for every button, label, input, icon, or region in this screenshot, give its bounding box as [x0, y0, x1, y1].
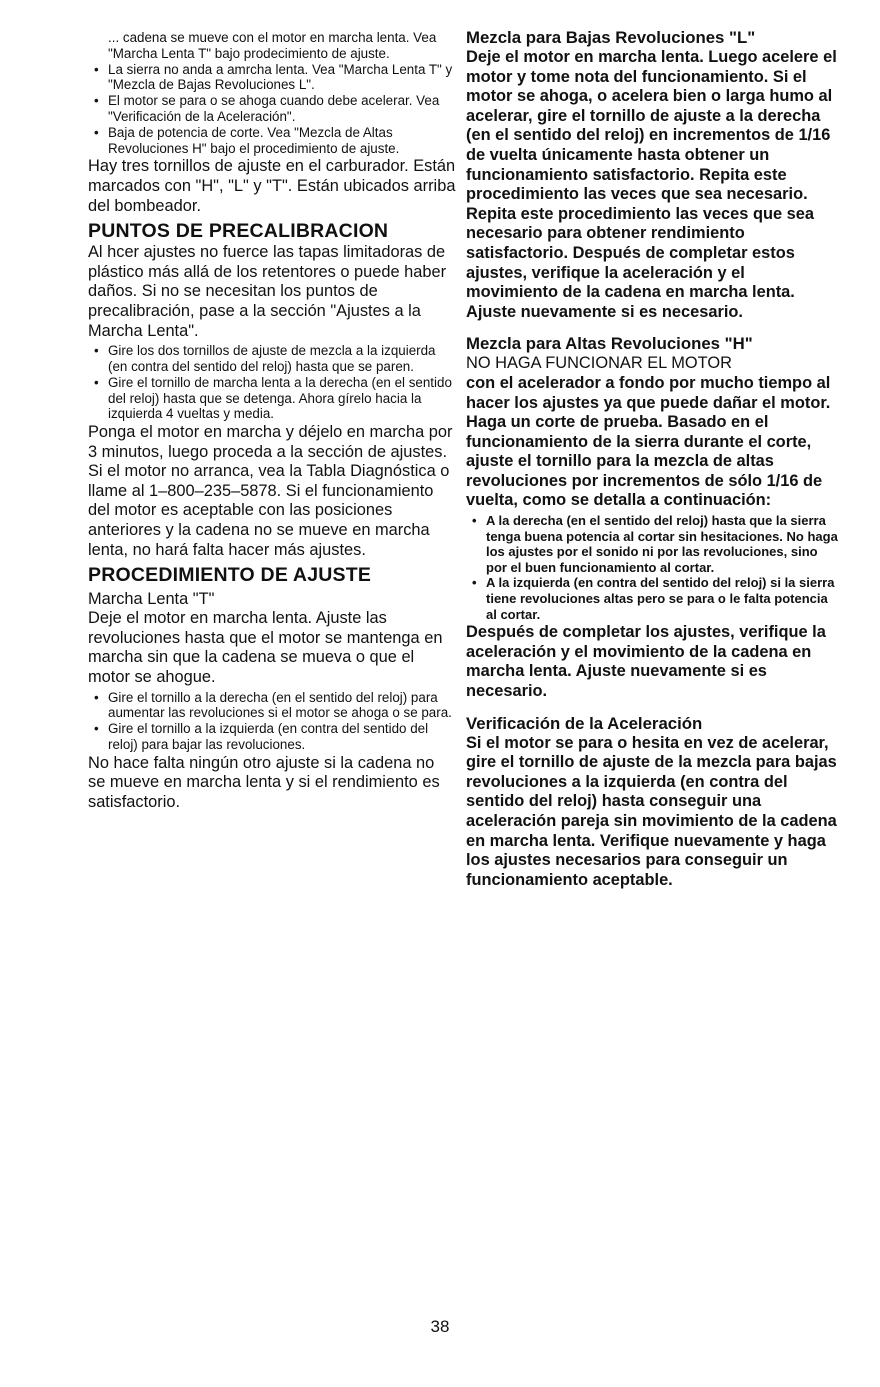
idle-paragraph: Deje el motor en marcha lenta. Ajuste las revoluciones hasta que el motor se mantenga en marcha sin que la cadena se mueva o que el motor se ahogue.: [88, 609, 443, 687]
right-column: [466, 28, 838, 890]
list-item-text: A la derecha (en el sentido del reloj) hasta que la sierra tenga buena potencia al cortar sin hesitaciones. No haga los ajustes por el sonido ni por las revoluciones, sino por el buen funcionamiento al cortar.: [486, 513, 838, 575]
list-item: [466, 513, 838, 575]
list-item-text: ... cadena se mueve con el motor en marcha lenta. Vea "Marcha Lenta T" bajo prodecimiento de ajuste.: [108, 30, 437, 61]
list-item-text: El motor se para o se ahoga cuando debe acelerar. Vea "Verificación de la Aceleración".: [108, 93, 440, 124]
precalibration-bullet-list: [88, 343, 456, 422]
bullet-icon: •: [94, 343, 99, 359]
list-item: [88, 690, 456, 722]
list-item: [88, 62, 456, 94]
high-mixture-bullet-list: [466, 513, 838, 622]
list-item: [466, 575, 838, 622]
idle-heading: Marcha Lenta "T": [88, 590, 215, 609]
bullet-icon: •: [94, 124, 99, 140]
left-column: [88, 28, 456, 813]
list-item-text: Baja de potencia de corte. Vea "Mezcla de Altas Revoluciones H" bajo el procedimiento de ajuste.: [108, 124, 400, 156]
idle-end-paragraph: No hace falta ningún otro ajuste si la cadena no se mueve en marcha lenta y si el rendimiento es satisfactorio.: [88, 753, 440, 812]
acceleration-paragraph: Si el motor se para o hesita en vez de acelerar, gire el tornillo de ajuste de la mezcla para bajas revoluciones a la izquierda (en contra del sentido del reloj) hasta conseguir una aceleración pareja sin movimiento de la cadena en marcha lenta. Verifique nuevamente y haga los ajustes necesarios para conseguir un funcionamiento aceptable.: [466, 733, 837, 889]
list-item: [88, 125, 456, 157]
low-mixture-heading: Mezcla para Bajas Revoluciones "L": [466, 28, 756, 47]
high-mixture-end-paragraph: Después de completar los ajustes, verifique la aceleración y el movimiento de la cadena en marcha lenta. Ajuste nuevamente si es necesario.: [466, 623, 826, 700]
acceleration-heading: Verificación de la Aceleración: [466, 713, 703, 733]
list-item: [88, 30, 456, 62]
bullet-icon: •: [94, 721, 99, 737]
high-mixture-paragraph: con el acelerador a fondo por mucho tiempo al hacer los ajustes ya que puede dañar el motor. Haga un corte de prueba. Basado en el funcionamiento de la sierra durante el corte, ajuste el tornillo para la mezcla de altas revoluciones por incrementos de sólo 1/16 de vuelta, como se detalla a continuación:: [466, 373, 831, 510]
screws-paragraph: Hay tres tornillos de ajuste en el carburador. Están marcados con "H", "L" y "T". Están ubicados arriba del bombeador.: [88, 157, 456, 215]
bullet-icon: •: [94, 93, 99, 109]
list-item: [88, 93, 456, 125]
run-engine-paragraph: Ponga el motor en marcha y déjelo en marcha por 3 minutos, luego proceda a la sección de ajustes. Si el motor no arranca, vea la Tabla Diagnóstica o llame al 1–800–235–5878. Si el funcionamiento del motor es aceptable con las posiciones anteriores y la cadena no se mueve en marcha lenta, no hará falta hacer más ajustes.: [88, 423, 453, 559]
list-item-text: Gire el tornillo de marcha lenta a la derecha (en el sentido del reloj) hasta que se detenga. Ahora gírelo hacia la izquierda 4 vueltas y media.: [108, 374, 452, 422]
bullet-icon: •: [94, 374, 99, 390]
bullet-icon: •: [472, 513, 477, 529]
list-item-text: Gire el tornillo a la izquierda (en contra del sentido del reloj) para bajar las revoluciones.: [108, 721, 429, 753]
idle-bullet-list: [88, 690, 456, 753]
list-item: [88, 343, 456, 375]
bullet-icon: •: [94, 61, 99, 77]
bullet-icon: •: [472, 575, 477, 591]
list-item-text: Gire los dos tornillos de ajuste de mezcla a la izquierda (en contra del sentido del reloj) hasta que se paren.: [108, 343, 436, 374]
list-item: [88, 375, 456, 422]
precalibration-paragraph: Al hcer ajustes no fuerce las tapas limitadoras de plástico más allá de los retentores o puede haber daños. Si no se necesitan los puntos de precalibración, pase a la sección "Ajustes a la Marcha Lenta".: [88, 243, 447, 340]
procedure-heading: PROCEDIMIENTO DE AJUSTE: [88, 564, 372, 587]
list-item-text: Gire el tornillo a la derecha (en el sentido del reloj) para aumentar las revoluciones si el motor se ahoga o se para.: [108, 689, 452, 721]
list-item: [88, 721, 456, 753]
page-number: 38: [430, 1317, 450, 1336]
list-item-text: La sierra no anda a amrcha lenta. Vea "Marcha Lenta T" y "Mezcla de Bajas Revoluciones L".: [108, 61, 453, 93]
bullet-icon: •: [94, 689, 99, 705]
low-mixture-paragraph: Deje el motor en marcha lenta. Luego acelere el motor y tome nota del funcionamiento. Si el motor se ahoga, o acelera bien o larga humo al acelerar, gire el tornillo de ajuste a la derecha (en el sentido del reloj) en incrementos de 1/16 de vuelta únicamente hasta obtener un funcionamiento satisfactorio. Repita este procedimiento las veces que sea necesario. Repita este procedimiento las veces que sea necesario para obtener rendimiento satisfactorio. Después de completar estos ajustes, verifique la aceleración y el movimiento de la cadena en marcha lenta. Ajuste nuevamente si es necesario.: [466, 48, 837, 321]
high-mixture-warning: NO HAGA FUNCIONAR EL MOTOR: [466, 354, 732, 373]
intro-bullet-list: [88, 30, 456, 156]
high-mixture-heading: Mezcla para Altas Revoluciones "H": [466, 334, 753, 354]
list-item-text: A la izquierda (en contra del sentido del reloj) si la sierra tiene revoluciones altas pero se para o le falta potencia al cortar.: [486, 575, 835, 622]
precalibration-heading: PUNTOS DE PRECALIBRACION: [88, 220, 389, 243]
